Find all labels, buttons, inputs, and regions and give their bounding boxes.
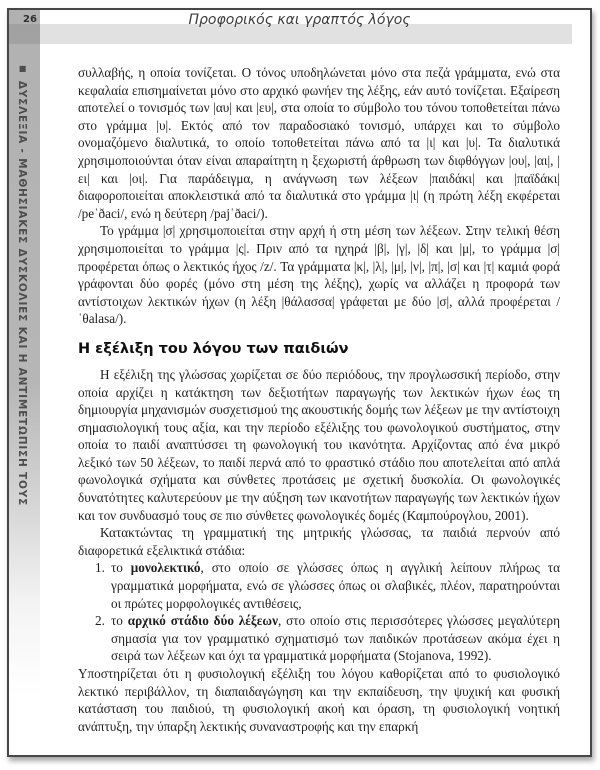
- list-item-1: [78, 559, 560, 612]
- list-item-number: 2.: [95, 613, 105, 629]
- book-page: [7, 8, 592, 757]
- paragraph-3: Η εξέλιξη της γλώσσας χωρίζεται σε δύο περιόδους, την προγλωσσική περίοδο, στην οποία αρχίζει η κατάκτηση των δεξιοτήτων παραγωγής των λεκτικών ήχων έως τη δημιουργία μηχανισμών συσχετισμού της ακουστικής δομής των λέξεων με την αντίστοιχη σημασιολογική τους αξία, και την περίοδο εξέλιξης του φωνολογικού συστήματος, στην οποία το παιδί αναπτύσσει τη φωνολογική του ικανότητα. Αρχίζοντας από ένα μικρό λεξικό των 50 λέξεων, το παιδί περνά από το φραστικό στάδιο που αποτελείται από απλά φωνολογικά σχήματα και σύνθετες προτάσεις με σχετική δυσκολία. Οι φωνολογικές δυνατότητες καλυτερεύουν με την αύξηση των ικανοτήτων παραγωγής των λεκτικών ήχων και τον συνδυασμό τους σε πιο σύνθετες φωνολογικές δομές (Καμπούρογλου, 2001).: [78, 366, 560, 523]
- page-number: 26: [23, 14, 37, 25]
- list-item-number: 1.: [95, 560, 105, 576]
- list-item-text: το αρχικό στάδιο δύο λέξεων, στο οποίο στις περισσότερες γλώσσες μεγαλύτερη σημασία για τον γραμματικό σχηματισμό των παιδικών προτάσεων ακόμα έχει η σειρά των λέξεων και όχι τα γραμματικά μορφήματα (Stojanova, 1992).: [111, 613, 560, 664]
- list-item-2: [78, 612, 560, 665]
- paragraph-2: Το γράμμα |σ| χρησιμοποιείται στην αρχή ή στη μέση των λέξεων. Στην τελική θέση χρησιμοποιείται το γράμμα |ς|. Πριν από τα ηχηρά |β|, |γ|, |δ| και |μ|, το γράμμα |σ| προφέρεται όπως ο λεκτικός ήχος /z/. Τα γράμματα |κ|, |λ|, |μ|, |ν|, |π|, |σ| και |τ| καμιά φορά γράφονται δύο φορές (μόνο στη μέση της λέξης), χωρίς να αλλάζει η προφορά των αντίστοιχων λεκτικών ήχων (η λέξη |θάλασσα| γράφεται με δύο |σ|, αλλά προφέρεται /ˈθalasa/).: [78, 223, 560, 327]
- numbered-list: [78, 559, 560, 665]
- sidebar-book-title: ΔΥΣΛΕΞΙΑ - ΜΑΘΗΣΙΑΚΕΣ ΔΥΣΚΟΛΙΕΣ ΚΑΙ Η ΑΝΤΙΜΕΤΩΠΙΣΗ ΤΟΥΣ: [16, 80, 28, 507]
- paragraph-5: Υποστηρίζεται ότι η φυσιολογική εξέλιξη του λόγου καθορίζεται από το φυσιολογικό λεκτικό περιβάλλον, τη διαπαιδαγώγηση και την εκπαίδευση, την ψυχική και φυσική κατάσταση του παιδιού, τη φυσιολογική ακοή και όραση, τη φυσιολογική νοητική ανάπτυξη, την ύπαρξη λεκτικής συναναστροφής και την επαρκή: [78, 666, 560, 734]
- list-item-text: το μονολεκτικό, στο οποίο σε γλώσσες όπως η αγγλική λείπουν πλήρως τα γραμματικά μορφήματα, ενώ σε γλώσσες όπως οι σλαβικές, πλέον, παρατηρούνται οι πρώτες μορφολογικές αντιθέσεις,: [111, 560, 560, 611]
- running-header-title: Προφορικός και γραπτός λόγος: [188, 12, 411, 28]
- page-content: [78, 64, 560, 735]
- section-heading: Η εξέλιξη του λόγου των παιδιών: [78, 340, 349, 357]
- sidebar-vertical-text: [16, 64, 28, 506]
- paragraph-1: συλλαβής, η οποία τονίζεται. Ο τόνος υποδηλώνεται μόνο στα πεζά γράμματα, ενώ στα κεφαλαία επισημαίνεται μόνο στο αρχικό φωνήεν της λέξης, εάν αυτό τονίζεται. Εξαίρεση αποτελεί ο τονισμός των |αυ| και |ευ|, στα οποία το σύμβολο του τόνου τοποθετείται πάνω στο γράμμα |υ|. Εκτός από τον παραδοσιακό τονισμό, υπάρχει και το σύμβολο ονομαζόμενο διαλυτικά, το οποίο τοποθετείται πάνω από τα |ι| και |υ|. Τα διαλυτικά χρησιμοποιούνται όταν είναι απαραίτητη η ξεχωριστή άρθρωση των διφθόγγων |ου|, |αι|, |ει| και |οι|. Για παράδειγμα, η ανάγνωση των λέξεων |παιδάκι| και |παϊδάκι| διαφοροποιείται αποκλειστικά από τα διαλυτικά στο γράμμα |ι| (η πρώτη λέξη εκφέρεται /peˈðaci/, ενώ η δεύτερη /pajˈðaci/).: [78, 65, 560, 221]
- square-bullet-icon: ■: [18, 64, 27, 74]
- paragraph-4: Κατακτώντας τη γραμματική της μητρικής γλώσσας, τα παιδιά περνούν από διαφορετικά εξελικτικά στάδια:: [78, 525, 560, 558]
